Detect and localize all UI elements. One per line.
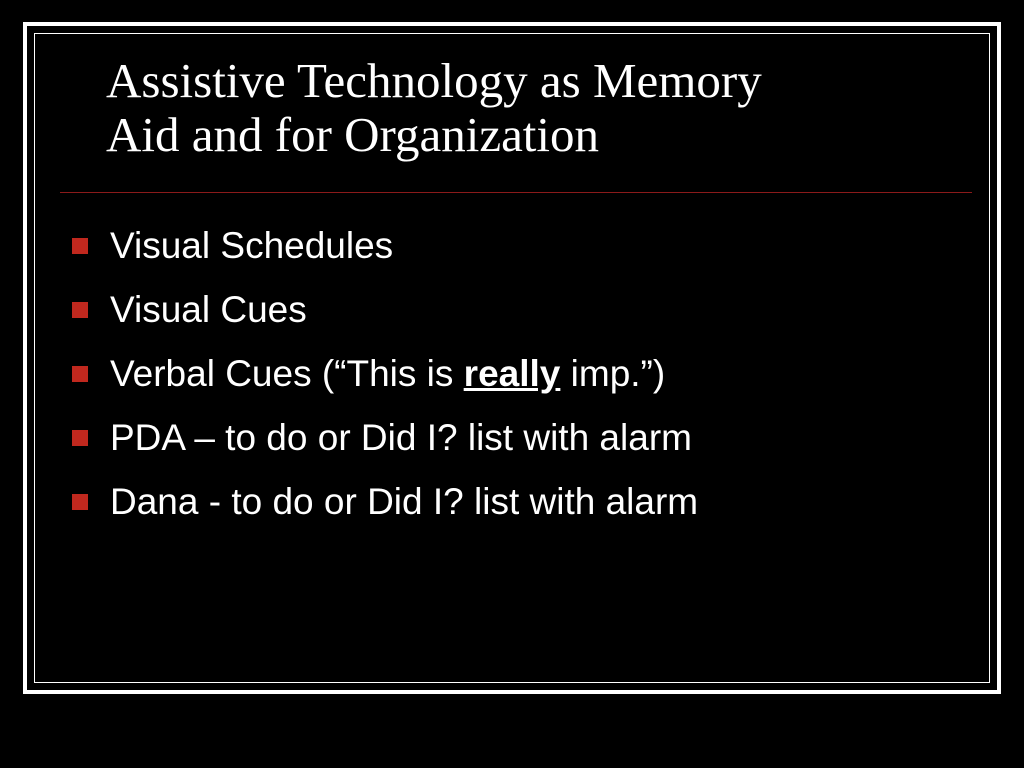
slide-title-line-2: Aid and for Organization [106, 107, 600, 162]
slide-title-line-1: Assistive Technology as Memory [106, 53, 762, 108]
title-divider [60, 192, 972, 193]
bullet-square-icon [72, 494, 88, 510]
bullet-text: PDA – to do or Did I? list with alarm [110, 417, 692, 458]
bullet-square-icon [72, 302, 88, 318]
bullet-square-icon [72, 366, 88, 382]
bullet-item-pda [72, 406, 972, 470]
bullet-square-icon [72, 238, 88, 254]
bullet-square-icon [72, 430, 88, 446]
bullet-text: Dana - to do or Did I? list with alarm [110, 481, 699, 522]
bullet-text-post: imp.”) [560, 353, 666, 394]
bullet-text: Visual Schedules [110, 225, 394, 266]
bullet-item-visual-schedules [72, 214, 972, 278]
bullet-text-emphasis: really [463, 353, 561, 394]
bullet-text-pre: Verbal Cues (“This is [110, 353, 464, 394]
slide-title [106, 54, 966, 162]
bullet-item-verbal-cues [72, 342, 972, 406]
bullet-text: Visual Cues [110, 289, 307, 330]
bullet-item-dana [72, 470, 972, 534]
bullet-item-visual-cues [72, 278, 972, 342]
bullet-list [72, 214, 972, 534]
bullet-text [110, 353, 665, 395]
